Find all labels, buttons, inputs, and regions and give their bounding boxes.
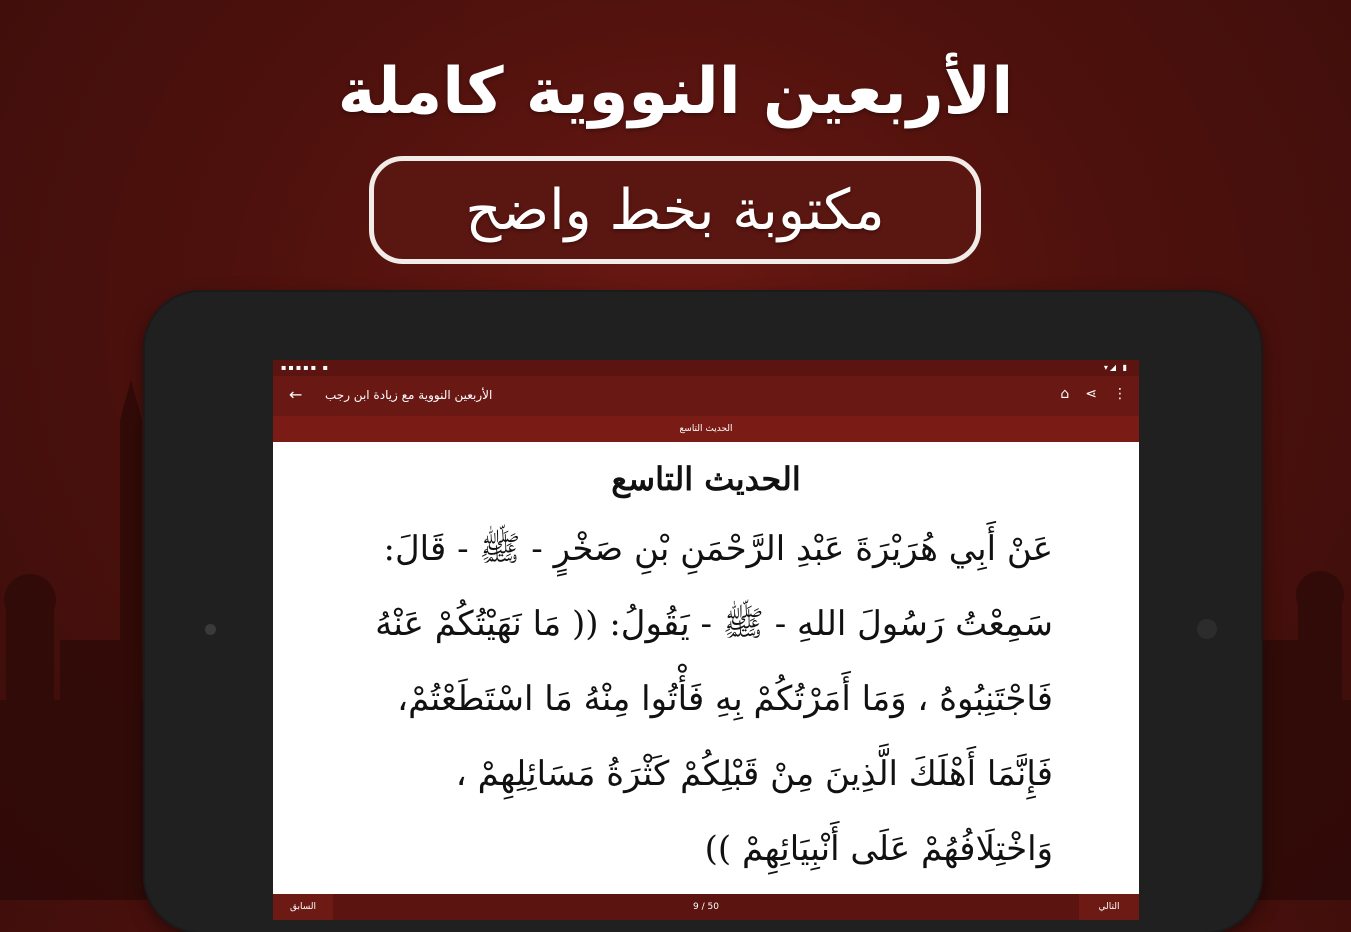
promo-subheadline: مكتوبة بخط واضح (465, 177, 885, 243)
status-left-icons: ▪▪▪▪▪ ▪ (281, 363, 331, 372)
home-icon[interactable]: ⌂ (1060, 386, 1070, 402)
hadith-line: عَنْ أَبِي هُرَيْرَةَ عَبْدِ الرَّحْمَنِ بْنِ صَخْرٍ - ﷺ - قَالَ: (383, 529, 1053, 569)
tablet-device (145, 292, 1261, 932)
next-button[interactable]: التالي (1079, 894, 1139, 920)
chapter-subtitle: الحديث التاسع (273, 416, 1139, 442)
hadith-heading: الحديث التاسع (611, 460, 801, 498)
app-toolbar (273, 376, 1139, 416)
promo-headline: الأربعين النووية كاملة (337, 55, 1014, 129)
page-indicator: 9 / 50 (693, 902, 719, 912)
promo-subheadline-badge (369, 156, 981, 264)
status-bar (273, 360, 1139, 376)
share-icon[interactable]: ⋖ (1085, 386, 1097, 402)
hadith-line: فَاجْتَنِبُوهُ ، وَمَا أَمَرْتُكُمْ بِهِ فَأْتُوا مِنْهُ مَا اسْتَطَعْتُمْ، (397, 679, 1053, 719)
toolbar-actions (1060, 386, 1127, 402)
back-arrow-icon[interactable]: ← (289, 385, 303, 404)
tablet-camera (1197, 619, 1217, 639)
status-right-icons: ▾◢ ▮ (1103, 363, 1129, 372)
tablet-sensor (205, 624, 216, 635)
previous-button[interactable]: السابق (273, 894, 333, 920)
hadith-content (273, 442, 1139, 887)
hadith-line: سَمِعْتُ رَسُولَ اللهِ - ﷺ - يَقُولُ: (( مَا نَهَيْتُكُمْ عَنْهُ (375, 604, 1053, 644)
app-screen (273, 360, 1139, 920)
hadith-line: وَاخْتِلَافُهُمْ عَلَى أَنْبِيَائِهِمْ )) (704, 829, 1053, 869)
hadith-line: فَإِنَّمَا أَهْلَكَ الَّذِينَ مِنْ قَبْلِكُمْ كَثْرَةُ مَسَائِلِهِمْ ، (455, 754, 1053, 794)
more-options-icon[interactable]: ⋮ (1113, 386, 1127, 402)
page-navigation-bar (273, 894, 1139, 920)
toolbar-title: الأربعين النووية مع زيادة ابن رجب (325, 388, 493, 402)
